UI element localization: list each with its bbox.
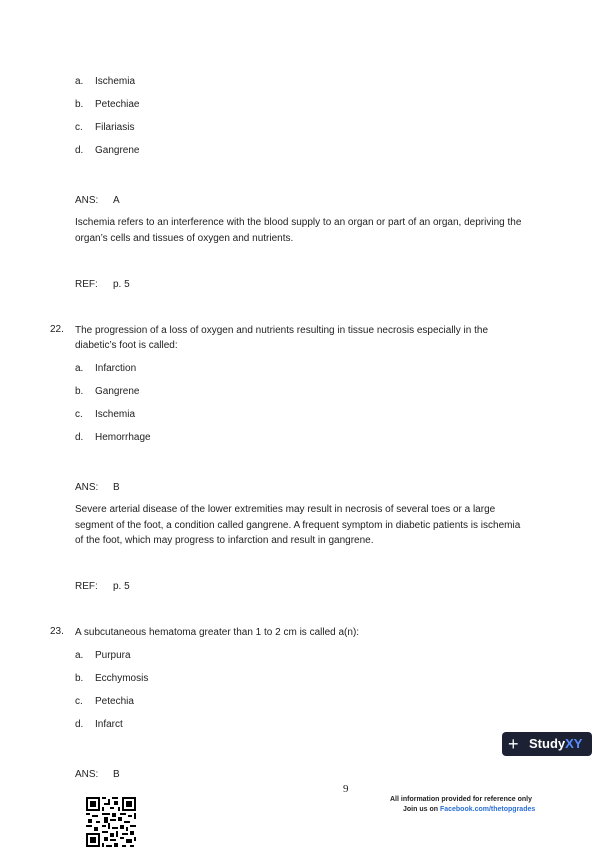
question-number: 22. <box>50 324 64 335</box>
facebook-link[interactable]: Facebook.com/thetopgrades <box>439 806 536 813</box>
brand-name: StudyXY <box>529 736 583 751</box>
plus-icon: + <box>508 734 519 754</box>
option-a: a. Purpura <box>75 650 131 661</box>
answer-line: ANS: A <box>75 195 120 206</box>
reference-line: REF: p. 5 <box>75 279 130 290</box>
option-d: d. Gangrene <box>75 145 140 156</box>
question-number: 23. <box>50 626 64 637</box>
studyxy-badge[interactable] <box>502 732 592 756</box>
option-d: d. Infarct <box>75 719 123 730</box>
reference-line: REF: p. 5 <box>75 581 130 592</box>
rationale: Ischemia refers to an interference with the blood supply to an organ or part of an organ, depriving the organ’s cells and tissues of oxygen and nutrients. <box>75 217 522 244</box>
option-b: b. Gangrene <box>75 386 140 397</box>
option-b: b. Ecchymosis <box>75 673 149 684</box>
option-c: c. Filariasis <box>75 122 135 133</box>
option-a: a. Infarction <box>75 363 137 374</box>
footer-join: Join us on Facebook.com/thetopgrades <box>403 806 536 813</box>
option-c: c. Ischemia <box>75 409 136 420</box>
option-c: c. Petechia <box>75 696 134 707</box>
question-stem-line1: The progression of a loss of oxygen and nutrients resulting in tissue necrosis especially in the <box>75 325 489 336</box>
page-number: 9 <box>343 783 349 795</box>
footer-disclaimer: All information provided for reference only <box>390 796 532 803</box>
answer-line: ANS: B <box>75 769 120 780</box>
option-a: a. Ischemia <box>75 76 136 87</box>
option-d: d. Hemorrhage <box>75 432 151 443</box>
question-stem: A subcutaneous hematoma greater than 1 to 2 cm is called a(n): <box>75 627 360 638</box>
rationale: Severe arterial disease of the lower extremities may result in necrosis of several toes or a large segment of the foot, a condition called gangrene. A frequent symptom in diabetic patients is ischemia of the foot, which may progress to infarction and result in gangrene. <box>75 504 521 546</box>
qr-code-icon <box>86 797 136 847</box>
option-b: b. Petechiae <box>75 99 140 110</box>
question-stem-line2: diabetic’s foot is called: <box>75 340 178 351</box>
answer-line: ANS: B <box>75 482 120 493</box>
